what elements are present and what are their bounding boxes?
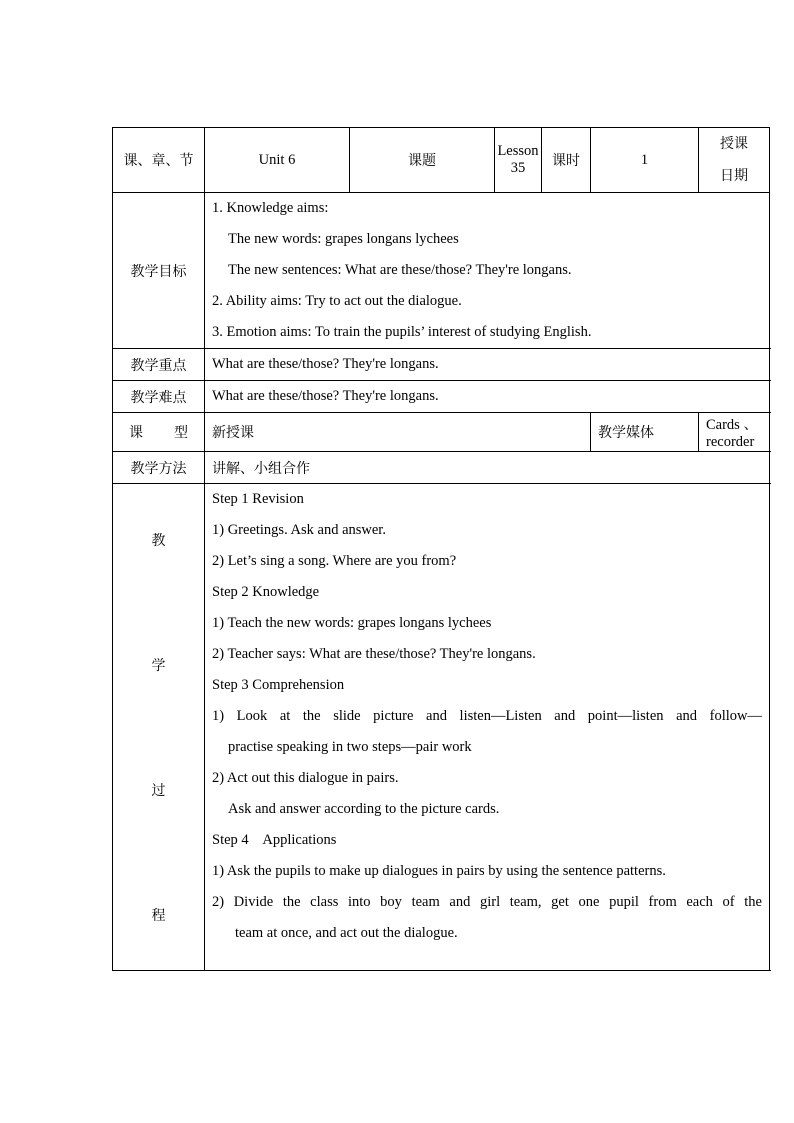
process-row [113,484,770,971]
process-line: 2) Act out this dialogue in pairs. [212,770,399,786]
methods-content [205,452,770,484]
key-points-row [113,349,770,381]
objectives-line: 2. Ability aims: Try to act out the dialogue. [212,293,462,309]
objectives-line: The new words: grapes longans lychees [228,231,459,247]
key-points-content [205,349,770,381]
difficulties-content [205,381,770,413]
header-row [113,128,770,193]
process-line: 1) Ask the pupils to make up dialogues in pairs by using the sentence patterns. [212,863,666,879]
date-label-line-1: 授课 [720,136,748,152]
lesson-type-row [113,413,770,452]
lesson-type-value-cell [205,413,591,452]
key-points-value: What are these/those? They're longans. [212,356,439,372]
lesson-type-label [113,413,205,452]
process-label-char: 教 [151,533,166,549]
objectives-row [113,193,770,349]
process-content [205,484,770,971]
process-step-heading: Step 2 Knowledge [212,584,320,600]
process-line: 1) Look at the slide picture and listen—Listen and point—listen and follow— [212,708,762,724]
process-line: practise speaking in two steps—pair work [228,739,472,755]
lesson-type-label-char: 型 [174,425,188,441]
date-label [699,128,770,193]
process-line: Ask and answer according to the picture cards. [228,801,500,817]
process-step-heading: Step 3 Comprehension [212,677,345,693]
objectives-content [205,193,770,349]
process-line: 1) Teach the new words: grapes longans lychees [212,615,492,631]
unit-value: Unit 6 [205,128,350,193]
media-label-cell [591,413,699,452]
lesson-plan-table [112,127,770,971]
topic-label: 课题 [350,128,495,193]
process-label-char: 学 [151,658,166,674]
chapter-label: 课、章、节 [113,128,205,193]
objectives-line: 3. Emotion aims: To train the pupils’ interest of studying English. [212,324,592,340]
process-line: team at once, and act out the dialogue. [235,925,458,941]
process-line: 2) Divide the class into boy team and girl team, get one pupil from each of the [212,894,762,910]
difficulties-row [113,381,770,413]
period-value: 1 [591,128,699,193]
difficulties-value: What are these/those? They're longans. [212,388,439,404]
objectives-label: 教学目标 [113,193,205,349]
process-step-heading: Step 4 Applications [212,832,337,848]
date-label-line-2: 日期 [720,168,748,184]
objectives-line: The new sentences: What are these/those? They're longans. [228,262,572,278]
process-label [113,484,205,971]
media-value-cell [699,413,770,452]
lesson-type-label-char: 课 [129,425,143,441]
process-line: 2) Teacher says: What are these/those? They're longans. [212,646,536,662]
media-value: Cards 、recorder [706,417,758,450]
key-points-label: 教学重点 [113,349,205,381]
difficulties-label: 教学难点 [113,381,205,413]
methods-label: 教学方法 [113,452,205,484]
process-label-char: 程 [151,908,166,924]
lesson-value: Lesson 35 [495,128,542,193]
period-label: 课时 [542,128,591,193]
methods-row [113,452,770,484]
methods-value: 讲解、小组合作 [212,460,310,477]
process-label-char: 过 [151,783,166,799]
process-line: 2) Let’s sing a song. Where are you from? [212,553,457,569]
process-line: 1) Greetings. Ask and answer. [212,522,386,538]
media-label: 教学媒体 [598,425,654,441]
process-step-heading: Step 1 Revision [212,491,304,507]
objectives-line: 1. Knowledge aims: [212,200,329,216]
lesson-type-value: 新授课 [212,425,254,441]
